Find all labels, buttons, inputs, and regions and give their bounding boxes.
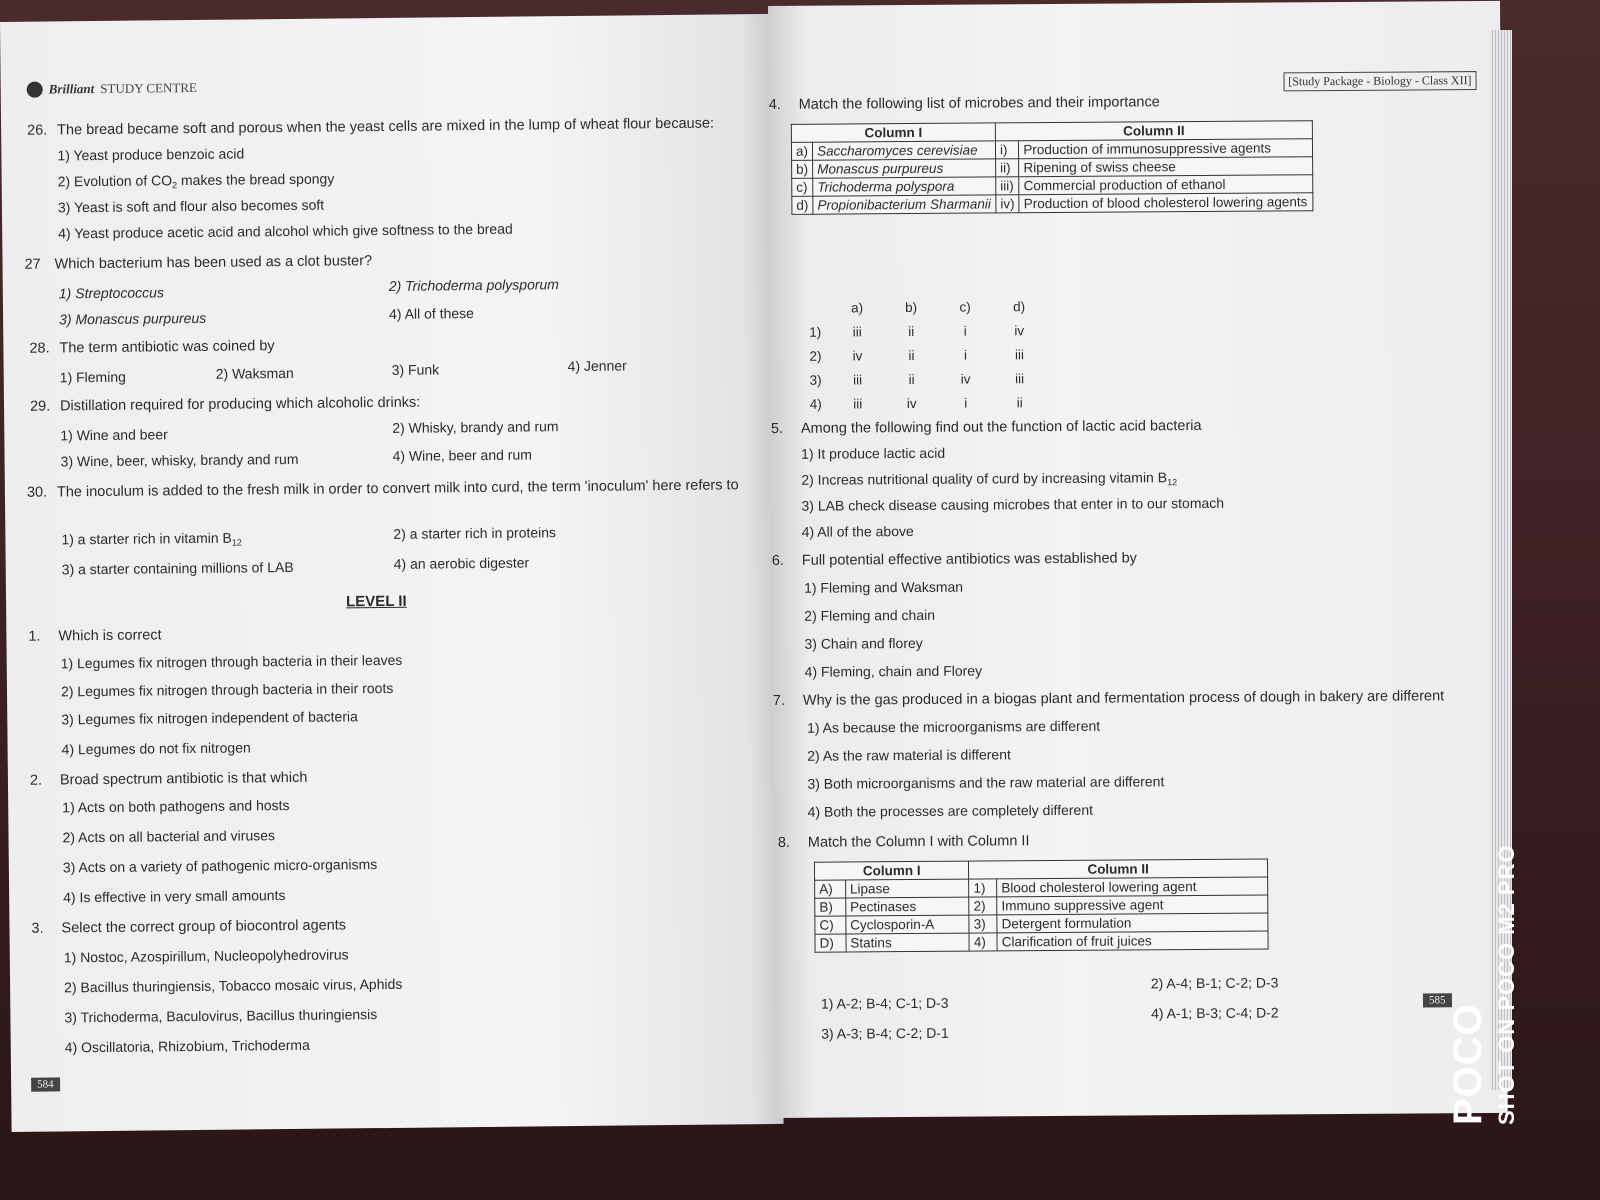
option: 1) Acts on both pathogens and hosts: [62, 797, 290, 816]
option: 3) Monascus purpureus: [59, 309, 207, 328]
page-number: 585: [1423, 993, 1452, 1007]
option: 2) Bacillus thuringiensis, Tobacco mosaic virus, Aphids: [64, 975, 403, 996]
column-header: Column I: [814, 861, 968, 880]
option: 4) Wine, beer and rum: [392, 446, 532, 464]
option: 4) All of the above: [801, 522, 914, 540]
page-number: 584: [31, 1077, 60, 1091]
match-table-q4: [791, 120, 1314, 215]
option: 4) All of these: [388, 305, 474, 322]
option: 1) Legumes fix nitrogen through bacteria in their leaves: [60, 651, 403, 672]
option: 3) a starter containing millions of LAB: [61, 558, 294, 578]
table-row: d) Propionibacterium Sharmanii iv) Production of blood cholesterol lowering agents: [792, 193, 1313, 215]
question-4: 4. Match the following list of microbes and their importance: [768, 94, 1160, 113]
answer-row: 4) iii iv i ii: [809, 394, 1023, 412]
option: 3) Chain and florey: [804, 634, 923, 652]
camera-watermark-text: SHOT ON POCO M2 PRO: [1494, 844, 1519, 1125]
level-title: LEVEL II: [346, 592, 407, 611]
option: 4) Fleming, chain and Florey: [804, 662, 983, 680]
option: 1) A-2; B-4; C-1; D-3: [820, 994, 949, 1012]
column-header: Column I: [791, 123, 995, 142]
brand-centre: STUDY CENTRE: [100, 79, 197, 96]
option: 4) Yeast produce acetic acid and alcohol which give softness to the bread: [58, 220, 513, 242]
option: 3) Funk: [391, 361, 440, 378]
option: 1) Wine and beer: [60, 426, 168, 444]
answer-row: 1) iii ii i iv: [809, 322, 1025, 340]
option: 4) Is effective in very small amounts: [63, 887, 286, 906]
option: 2) Acts on all bacterial and viruses: [62, 827, 276, 846]
level2-question-3: 3. Select the correct group of biocontrol agents: [31, 917, 347, 937]
question-26: 26. The bread became soft and porous when the yeast cells are mixed in the lump of wheat flour because:: [27, 115, 715, 139]
option: 2) As the raw material is different: [807, 746, 1011, 764]
match-table-q8: [814, 859, 1269, 953]
option: 2) Trichoderma polysporum: [388, 276, 560, 294]
question-27: 27 Which bacterium has been used as a clot buster?: [24, 253, 373, 273]
option: 1) Fleming: [59, 368, 126, 386]
right-page: [768, 1, 1508, 1118]
left-page: [0, 14, 784, 1132]
answer-grid-q4: a) b) c) d) 1) iii ii i iv 2) iv ii i iii 3) iii ii iv iii 4) iii iv i ii: [800, 294, 1047, 416]
right-header: [Study Package - Biology - Class XII]: [1283, 71, 1476, 91]
option: 3) LAB check disease causing microbes that enter in to our stomach: [801, 494, 1225, 514]
table-row: a) Saccharomyces cerevisiae i) Production of immunosuppressive agents: [791, 139, 1312, 161]
option: 3) Yeast is soft and flour also becomes soft: [57, 196, 325, 216]
option: 4) Oscillatoria, Rhizobium, Trichoderma: [64, 1036, 310, 1056]
level2-question-1: 1. Which is correct: [28, 627, 162, 645]
column-header: Column II: [995, 121, 1312, 141]
question-28: 28. The term antibiotic was coined by: [29, 338, 275, 357]
option: 3) Wine, beer, whisky, brandy and rum: [60, 450, 299, 470]
table-row: b) Monascus purpureus ii) Ripening of swiss cheese: [792, 157, 1313, 179]
question-5: 5. Among the following find out the function of lactic acid bacteria: [770, 417, 1202, 437]
table-row: A) Lipase 1) Blood cholesterol lowering agent: [815, 877, 1268, 898]
option: 3) Acts on a variety of pathogenic micro-organisms: [62, 856, 378, 876]
option: 2) Waksman: [215, 364, 294, 382]
option: 2) Legumes fix nitrogen through bacteria in their roots: [60, 679, 394, 700]
table-row: c) Trichoderma polyspora iii) Commercial production of ethanol: [792, 175, 1313, 197]
option: 2) A-4; B-1; C-2; D-3: [1150, 974, 1279, 992]
table-row: D) Statins 4) Clarification of fruit juices: [815, 931, 1268, 952]
question-29: 29. Distillation required for producing which alcoholic drinks:: [29, 394, 421, 415]
option: 2) a starter rich in proteins: [393, 524, 557, 542]
answer-row: 3) iii ii iv iii: [809, 370, 1025, 388]
table-row: B) Pectinases 2) Immuno suppressive agent: [815, 895, 1268, 916]
option: 1) As because the microorganisms are different: [806, 717, 1101, 736]
left-header: [27, 80, 197, 98]
question-8: 8. Match the Column I with Column II: [777, 833, 1030, 851]
brand-logo-icon: [27, 82, 43, 98]
question-7: 7. Why is the gas produced in a biogas plant and fermentation process of dough in bakery are different: [772, 688, 1445, 709]
option: 2) Fleming and chain: [804, 606, 936, 624]
option: 3) A-3; B-4; C-2; D-1: [821, 1024, 949, 1042]
option: 2) Whisky, brandy and rum: [392, 418, 559, 436]
option: 1) Yeast produce benzoic acid: [57, 145, 245, 164]
option: 3) Both microorganisms and the raw material are different: [807, 773, 1165, 792]
camera-watermark-brand: POCO: [1446, 1003, 1490, 1125]
option: 2) Evolution of $CO_2$ makes the bread spongy: [57, 170, 335, 191]
question-6: 6. Full potential effective antibiotics was established by: [771, 550, 1137, 569]
question-30: 30. The inoculum is added to the fresh milk in order to convert milk into curd, the term 'inoculum' here refers to: [26, 477, 739, 501]
option: 4) A-1; B-3; C-4; D-2: [1150, 1004, 1279, 1022]
answer-row: 2) iv ii i iii: [809, 346, 1024, 364]
table-row: C) Cyclosporin-A 3) Detergent formulation: [815, 913, 1268, 934]
option: 2) Increas nutritional quality of curd by increasing vitamin $B_{12}$: [801, 469, 1178, 488]
option: 4) an aerobic digester: [393, 554, 530, 572]
level2-question-2: 2. Broad spectrum antibiotic is that which: [29, 769, 308, 789]
option: 1) It produce lactic acid: [801, 444, 946, 462]
option: 1) Fleming and Waksman: [804, 578, 964, 596]
column-header: Column II: [969, 859, 1268, 879]
option: 4) Both the processes are completely different: [807, 801, 1094, 820]
option: 4) Jenner: [567, 357, 627, 375]
option: 1) Streptococcus: [58, 284, 164, 302]
option: 3) Legumes fix nitrogen independent of bacteria: [61, 708, 358, 728]
option: 1) a starter rich in vitamin $B_{12}$: [61, 529, 242, 548]
brand-name: Brilliant: [48, 81, 95, 97]
option: 3) Trichoderma, Baculovirus, Bacillus thuringiensis: [64, 1006, 378, 1026]
option: 4) Legumes do not fix nitrogen: [61, 739, 251, 758]
option: 1) Nostoc, Azospirillum, Nucleopolyhedrovirus: [63, 946, 349, 966]
